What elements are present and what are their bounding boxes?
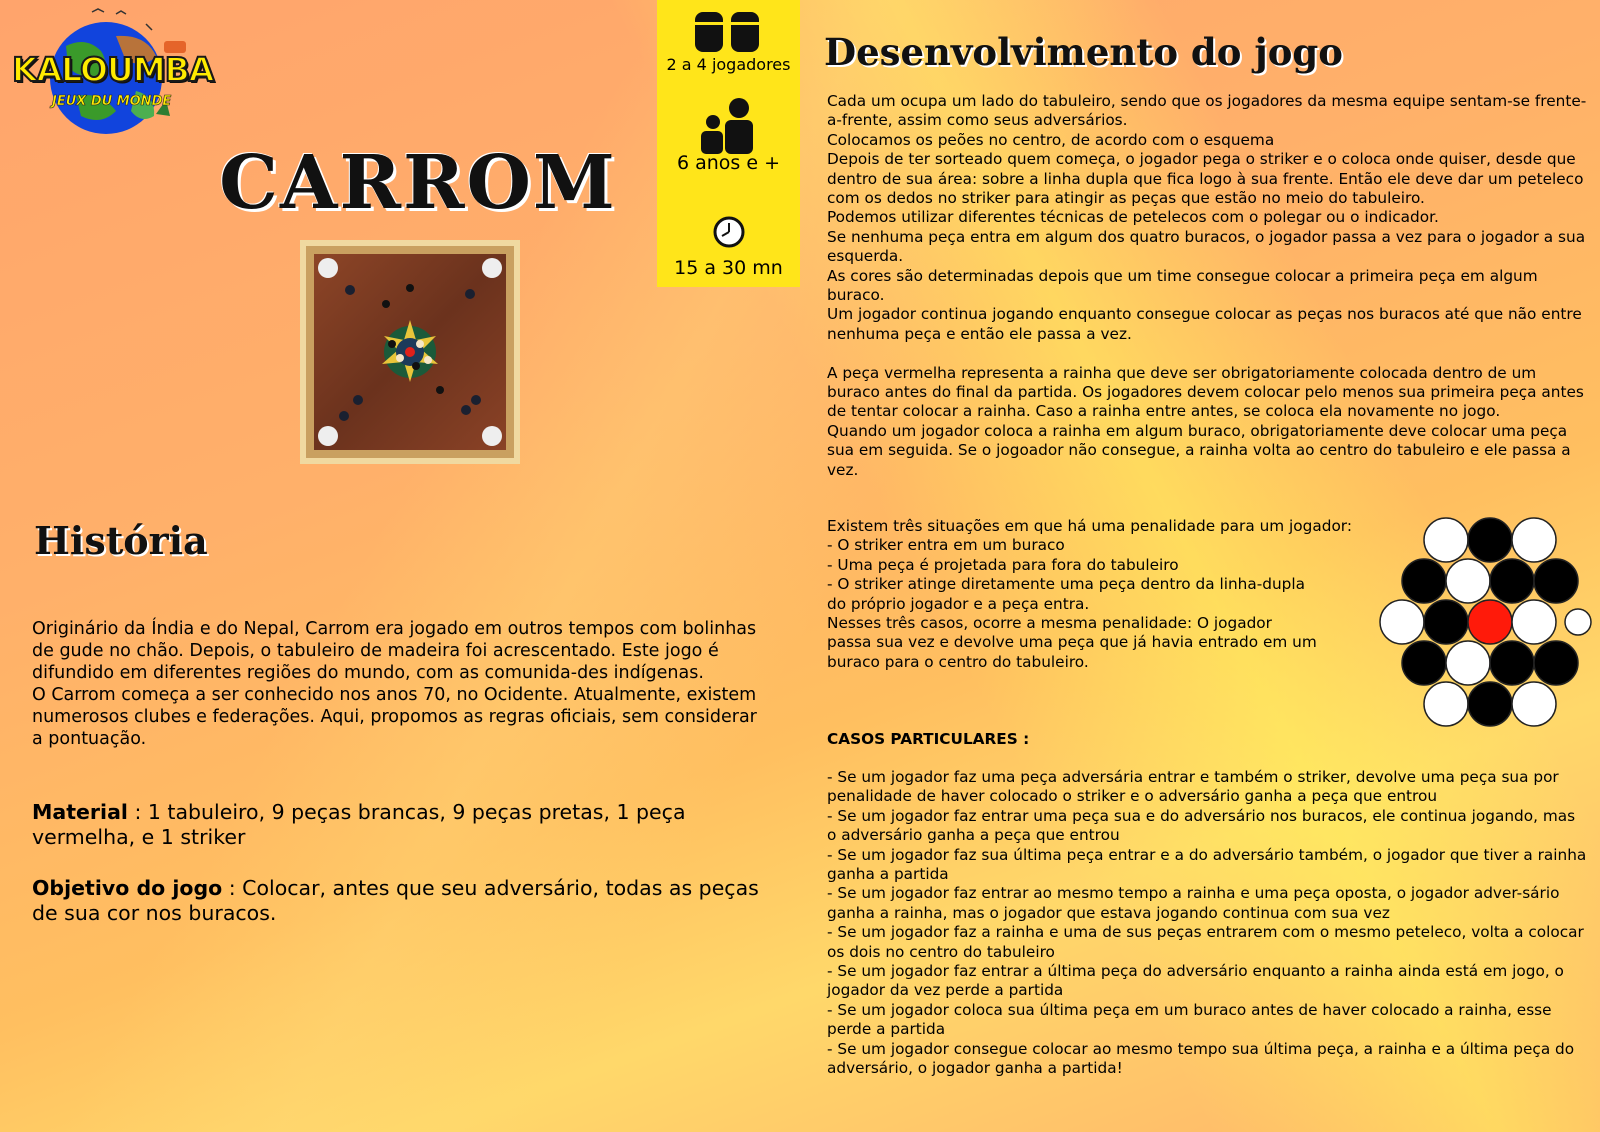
rule-line: Depois de ter sorteado quem começa, o jogador pega o striker e o coloca onde quiser, desde que dentro de sua área: sobre a linha dupla que fica logo à sua frente. Então ele deve dar um peteleco com os dedos no striker para atingir as peças que estão no meio do tabuleiro. xyxy=(827,150,1584,208)
penalty-line: Nesses três casos, ocorre a mesma penalidade: O jogador passa sua vez e devolve uma peça que já havia entrado em um buraco para o centro do tabuleiro. xyxy=(827,614,1317,671)
play-time: 15 a 30 mn xyxy=(674,257,783,279)
players-icon xyxy=(693,12,765,60)
objective-line xyxy=(32,876,762,926)
rule-line: Quando um jogador coloca a rainha em algum buraco, obrigatoriamente deve colocar uma peça sua em seguida. Se o jogoador não consegue, a rainha volta ao centro do tabuleiro e ele passa a vez. xyxy=(827,421,1571,479)
game-info-box xyxy=(657,0,800,287)
historia-paragraph: O Carrom começa a ser conhecido nos anos 70, no Ocidente. Atualmente, existem numerosos clubes e federações. Aqui, propomos as regras oficiais, sem considerar a pontuação. xyxy=(32,685,757,749)
penalty-line: Existem três situações em que há uma penalidade para um jogador: xyxy=(827,517,1352,535)
rule-line: Um jogador continua jogando enquanto consegue colocar as peças nos buracos até que não entre nenhuma peça e então ele passa a vez. xyxy=(827,305,1582,343)
case-line: - Se um jogador faz uma peça adversária entrar e também o striker, devolve uma peça sua por penalidade de haver colocado o striker e o adversário ganha a peça que entrou xyxy=(827,768,1559,806)
case-line: - Se um jogador faz entrar uma peça sua e do adversário nos buracos, ele continua jogando, mas o adversário ganha a peça que entrou xyxy=(827,806,1576,845)
carrom-board-icon xyxy=(300,240,520,464)
development-text xyxy=(827,92,1587,480)
minimum-age: 6 anos e + xyxy=(676,152,781,174)
penalty-line: - O striker atinge diretamente uma peça dentro da linha-dupla do próprio jogador e a peça entra. xyxy=(827,575,1305,613)
objective-value: : Colocar, antes que seu adversário, todas as peças de sua cor nos buracos. xyxy=(32,876,759,925)
rule-line: As cores são determinadas depois que um time consegue colocar a primeira peça em algum buraco. xyxy=(827,266,1538,305)
brand-tagline: JEUX DU MONDE xyxy=(52,94,172,109)
case-line: - Se um jogador faz entrar ao mesmo tempo a rainha e uma peça oposta, o jogador adver-sário ganha a rainha, mas o jogador que estava jogando continua com sua vez xyxy=(827,884,1560,922)
historia-paragraph: Originário da Índia e do Nepal, Carrom era jogado em outros tempos com bolinhas de gude no chão. Depois, o tabuleiro de madeira foi acrescentado. Este jogo é difundido em diferentes regiões do mundo, com as comunida-des indígenas. xyxy=(32,619,757,683)
starting-arrangement-diagram xyxy=(1350,514,1592,728)
rule-line: Colocamos os peões no centro, de acordo com o esquema xyxy=(827,130,1275,149)
brand-name: KALOUMBA xyxy=(12,50,214,89)
penalty-text xyxy=(827,517,1387,672)
material-line xyxy=(32,800,762,850)
case-line: - Se um jogador coloca sua última peça em um buraco antes de haver colocado a rainha, esse perde a partida xyxy=(827,1000,1552,1039)
rule-line: Se nenhuma peça entra em algum dos quatro buracos, o jogador passa a vez para o jogador a sua esquerda. xyxy=(827,227,1586,266)
special-cases-text xyxy=(827,768,1587,1079)
special-cases-heading: CASOS PARTICULARES : xyxy=(827,730,1030,748)
material-value: : 1 tabuleiro, 9 peças brancas, 9 peças pretas, 1 peça vermelha, e 1 striker xyxy=(32,800,686,849)
material-label: Material xyxy=(32,800,128,824)
age-icon xyxy=(699,98,759,158)
penalty-line: - O striker entra em um buraco xyxy=(827,536,1065,555)
page-title: CARROM xyxy=(219,140,617,226)
pieces-hexagon-icon xyxy=(1350,514,1592,728)
case-line: - Se um jogador faz sua última peça entrar e a do adversário também, o jogador que tiver a rainha ganha a partida xyxy=(827,845,1587,884)
case-line: - Se um jogador faz a rainha e uma de sus peças entrarem com o mesmo peteleco, volta a colocar os dois no centro do tabuleiro xyxy=(827,923,1584,961)
rule-line: A peça vermelha representa a rainha que deve ser obrigatoriamente colocada dentro de um buraco antes do final da partida. Os jogadores devem colocar pelo menos sua primeira peça antes de tentar colocar a rainha. Caso a rainha entre antes, se coloca ela novamente no jogo. xyxy=(827,363,1584,421)
rule-line: Cada um ocupa um lado do tabuleiro, sendo que os jogadores da mesma equipe sentam-se frente-a-frente, assim como seus adversários. xyxy=(827,92,1587,130)
development-heading: Desenvolvimento do jogo xyxy=(824,30,1343,74)
spacer xyxy=(827,344,1587,363)
historia-heading: História xyxy=(34,518,208,563)
rule-line: Podemos utilizar diferentes técnicas de petelecos com o polegar ou o indicador. xyxy=(827,208,1439,227)
carrom-board-image xyxy=(300,240,520,464)
penalty-line: - Uma peça é projetada para fora do tabuleiro xyxy=(827,555,1179,574)
case-line: - Se um jogador faz entrar a última peça do adversário enquanto a rainha ainda está em jogo, o jogador da vez perde a partida xyxy=(827,962,1564,1000)
clock-icon xyxy=(713,216,745,252)
kaloumba-logo xyxy=(6,6,214,134)
players-count: 2 a 4 jogadores xyxy=(666,55,791,74)
historia-text xyxy=(32,618,762,750)
objective-label: Objetivo do jogo xyxy=(32,876,223,900)
case-line: - Se um jogador consegue colocar ao mesmo tempo sua última peça, a rainha e a última peça do adversário, o jogador ganha a partida! xyxy=(827,1039,1575,1078)
